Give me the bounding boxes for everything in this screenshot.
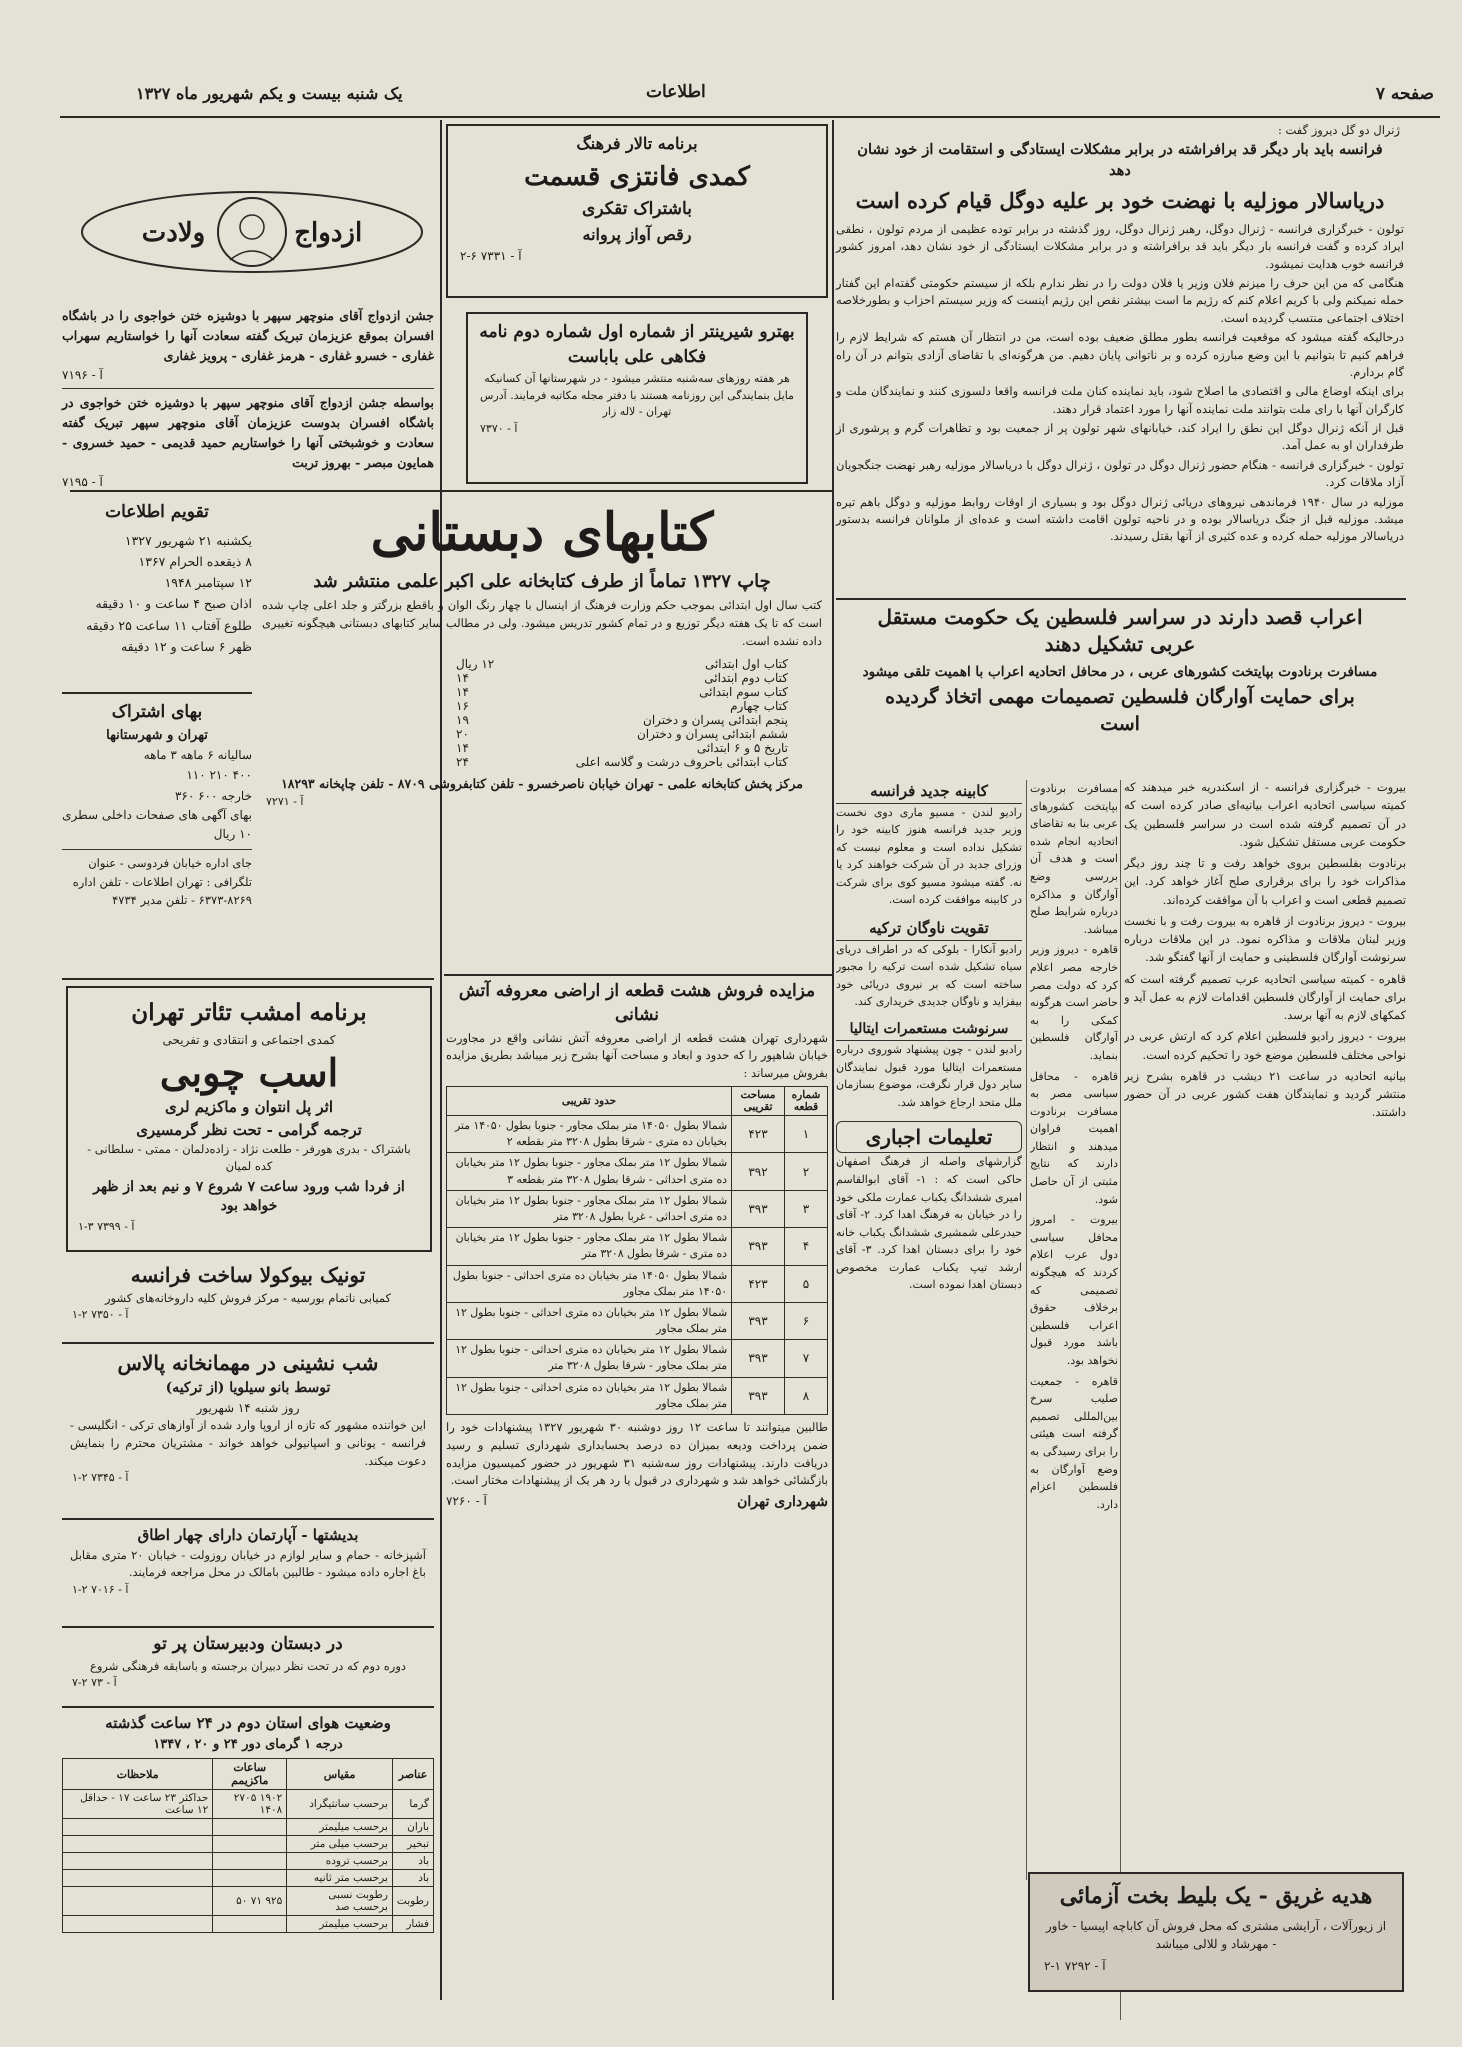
palace-ad xyxy=(62,1348,434,1516)
article-paragraph: تولون - خبرگزاری فرانسه - هنگام حضور ژنرال دوگل در تولون ، ژنرال دوگل با دریاسالار موزلیه رهبر نهضت جنگجویان آزاد ملاقات کرد. xyxy=(836,457,1404,490)
wedding-title: ازدواج ولادت xyxy=(141,218,363,248)
calendar-line: ۱۲ سپتامبر ۱۹۴۸ xyxy=(164,575,252,590)
theatre-note: از فردا شب ورود ساعت ۷ شروع ۷ و نیم بعد از ظهر خواهد بود xyxy=(93,1178,405,1215)
paper-name: اطلاعات xyxy=(646,82,706,102)
calendar-line: یکشنبه ۲۱ شهریور ۱۳۲۷ xyxy=(124,532,252,548)
program-dance: رقص آواز پروانه xyxy=(582,224,692,244)
education-headline: تعلیمات اجباری xyxy=(836,1121,1022,1153)
ad-rate: بهای آگهی های صفحات داخلی سطری ۱۰ ریال xyxy=(62,808,252,842)
auction-intro: شهرداری تهران هشت قطعه از اراضی معروفه آتش نشانی واقع در مجاورت خیابان شاهپور را که حدود و ابعاد و مساحت آنها بشرح زیر میباشد بطریق مزایده بفروش میرساند : xyxy=(446,1030,828,1081)
school-text: دوره دوم که در تحت نظر دبیران برجسته و باسابقه فرهنگی شروع xyxy=(89,1658,407,1673)
school-title: در دبستان ودبیرستان پر تو xyxy=(153,1634,343,1654)
apartment-ad xyxy=(62,1524,434,1624)
subscription-title: بهای اشتراک xyxy=(111,702,203,722)
arab-paragraph: بیروت - خبرگزاری فرانسه - از اسکندریه خبر میدهند که کمیته سیاسی اتحادیه اعراب بیانیه‌ای صادر کرده است که در آن تصمیم گرفته شده است در سراسر فلسطین یک حکومت عربی مستقل تشکیل شود. xyxy=(1124,780,1406,849)
auction-title: مزایده فروش هشت قطعه از اراضی معروفه آتش نشانی xyxy=(458,981,816,1025)
auction-row: ۱ ۴۲۳ شمالا بطول ۱۴۰۵۰ متر بملک مجاور - جنوبا بطول ۱۴۰۵۰ متر بخیابان ده متری - شرقا بطول ۳۲۰۸ متر بقطعه ۲ xyxy=(447,1116,828,1153)
wedding-notice: بواسطه جشن ازدواج آقای منوچهر سپهر با دوشیزه ختن خواجوی در باشگاه افسران بدوست عزیزمان آقای منوچهر سپهر تبریک گفته سعادت و خوشبختی آنها را خواستاریم حمید قدیمی - حمید خسروی - همایون مبصر - بهروز تربت xyxy=(62,395,434,470)
auction-row: ۶ ۳۹۳ شمالا بطول ۱۲ متر بخیابان ده متری احداثی - جنوبا بطول ۱۲ متر بملک مجاور xyxy=(447,1302,828,1339)
arab-headline: اعراب قصد دارند در سراسر فلسطین یک حکومت مستقل عربی تشکیل دهند xyxy=(877,605,1363,656)
article-paragraph: درحالیکه گفته میشود که موقعیت فرانسه بطور مطلق ضعیف بوده است، من در انتظار آن هستم که شرایط لازم را فراهم کنیم تا بتوانیم با این وضع مبارزه کرده و بر ناتوانی پایان دهیم. من هرگونه‌ای با تقاضای آزادی بتوانم در آن راه گام بردارم. xyxy=(836,330,1404,379)
weather-table xyxy=(62,1758,434,1933)
book-row: تاریخ ۵ و ۶ ابتدائی ۱۴ xyxy=(456,740,788,755)
article-paragraph: برای اینکه اوضاع مالی و اقتصادی ما اصلاح شود، باید نماینده کنان ملت فرانسه واقعا دلسوزی کنند و نمایندگان ملت و کارگران آنها با رای ملت بتوانند ملت نماینده آنها را مورد اعتماد قرار دهند. xyxy=(836,384,1404,416)
column-rule-inner xyxy=(1026,780,1027,1880)
palace-subtitle: توسط بانو سیلویا (از ترکیه) xyxy=(165,1380,331,1396)
article-intro: ژنرال دو گل دیروز گفت : xyxy=(1277,123,1400,137)
column-rule-1 xyxy=(832,120,834,2000)
tonic-ref: آ - ۷۳۵۰ ۲-۱ xyxy=(72,1308,129,1322)
books-price-list xyxy=(256,653,828,771)
lottery-title: هدیه غریق - یک بلیط بخت آزمائی xyxy=(1059,1883,1373,1909)
wedding-notice: جشن ازدواج آقای منوچهر سپهر با دوشیزه ختن خواجوی را در باشگاه افسران بموقع عزیزمان تبریک گفته سعادت آنها را خواستاریم سهراب غفاری - خسرو غفاری - هرمز غفاری - پرویز غفاری xyxy=(62,308,434,363)
auction-row: ۲ ۳۹۲ شمالا بطول ۱۲ متر بملک مجاور - جنوبا بطول ۱۲ متر بخیابان ده متری احداثی - شرقا بطول ۳۲۰۸ متر بقطعه ۳ xyxy=(447,1153,828,1190)
weather-row: باد برحسب تروده xyxy=(63,1853,434,1870)
auction-row: ۳ ۳۹۳ شمالا بطول ۱۲ متر بملک مجاور - جنوبا بطول ۱۲ متر بخیابان ده متری احداثی - غربا بطول ۳۲۰۸ متر xyxy=(447,1190,828,1227)
italy-body: رادیو لندن - چون پیشنهاد شوروی درباره مستعمرات ایتالیا مورد قبول نمایندگان سایر دول قرار نگرفت، موضوع بسازمان ملل متحد ارجاع خواهد شد. xyxy=(836,1042,1022,1109)
theatre-author: اثر پل انتوان و ماکزیم لری xyxy=(164,1098,334,1116)
books-subtitle: چاپ ۱۳۲۷ تماماً از طرف کتابخانه علی اکبر علمی منتشر شد xyxy=(313,571,771,593)
page-number: صفحه ۷ xyxy=(1375,84,1434,104)
auction-footer xyxy=(446,1494,828,1510)
news-briefs xyxy=(836,780,1022,1860)
article-paragraph: هنگامی که من این حرف را میزنم فلان وزیر یا فلان دولت را در نظر ندارم بلکه از سیستم حکومتی گفته‌ام این گفتار حمله نمیکنم ولی با کریم اعلام کنم که رژیم ما است بیشتر نقص این رژیم اینست که وزیر سیستم احزاب و بطورخلاصه اختلاف اجتماعی منتسب گردیده است. xyxy=(836,275,1404,325)
arab-paragraph: قاهره - کمیته سیاسی اتحادیه عرب تصمیم گرفته است که برای حمایت از آوارگان فلسطین اقدامات لازم به عمل آید و کمکهای لازم به آنها برسد. xyxy=(1124,971,1406,1022)
books-title: کتابهای دبستانی xyxy=(370,502,714,563)
italy-headline: سرنوشت مستعمرات ایتالیا xyxy=(836,1019,1022,1041)
subscription-box xyxy=(62,700,252,970)
calendar-line: اذان صبح ۴ ساعت و ۱۰ دقیقه xyxy=(95,596,252,612)
apartment-ref: آ - ۷۰۱۶ ۲-۱ xyxy=(72,1583,129,1597)
weather-title: وضعیت هوای استان دوم در ۲۴ ساعت گذشته xyxy=(105,1714,391,1732)
arab-paragraph: بیانیه اتحادیه در ساعت ۲۱ دیشب در قاهره بشرح زیر منتشر گردید و نمایندگان هفت کشور عربی در آن حضور داشتند. xyxy=(1124,1068,1406,1120)
weather-row: باران برحسب میلیمتر xyxy=(63,1819,434,1836)
arab-column-rule xyxy=(1120,780,1121,2020)
calendar-lines xyxy=(62,530,252,658)
calendar-line: ۸ ذیقعده الحرام ۱۳۶۷ xyxy=(138,553,252,569)
article-paragraph: قبل از آنکه ژنرال دوگل این نطق را ایراد کند، خیابانهای شهر تولون پر از جمعیت بود و تظاهرات گرم و پرشوری از طرفداران او به عمل آمد. xyxy=(836,421,1404,453)
book-row: پنجم ابتدائی پسران و دختران ۱۹ xyxy=(456,712,788,727)
article-paragraph: تولون - خبرگزاری فرانسه - ژنرال دوگل، رهبر ژنرال دوگل، روز گذشته در برابر توده عظیمی از مردم تولون ، نطقی ایراد کرده و گفت فرانسه بار دیگر باید قد برافراشته و در برابر مشکلات ایستادگی از خود نشان دهد، امروز کشور فرانسه خوب هدایت نمیشود. xyxy=(836,221,1404,271)
article-body xyxy=(836,221,1404,546)
book-row: ششم ابتدائی پسران و دختران ۲۰ xyxy=(456,726,788,741)
books-footer: مرکز پخش کتابخانه علمی - تهران خیابان ناصرخسرو - تلفن کتابفروشی ۸۷۰۹ - تلفن چاپخانه ۱۸۲۹۳ xyxy=(281,775,803,791)
issue-date: یک شنبه بیست و یکم شهریور ماه ۱۳۲۷ xyxy=(136,84,403,103)
weather-row: فشار برحسب میلیمتر xyxy=(63,1916,434,1933)
turkey-body: رادیو آنکارا - بلوکی که در اطراف دریای سیاه تشکیل شده است ترکیه را مجبور ساخته است که بر نیروی دریائی خود بیفزاید و ناوگان جدیدی خریداری کند. xyxy=(836,942,1022,1009)
lottery-ref: آ - ۷۲۹۲ ۱-۲ xyxy=(1044,1959,1106,1973)
arab-head2: برای حمایت آوارگان فلسطین تصمیمات مهمی اتخاذ گردیده است xyxy=(885,686,1355,735)
section-rule xyxy=(444,974,832,976)
lottery-ad xyxy=(1028,1872,1404,1992)
program-cast: باشتراک تقکری xyxy=(582,199,692,219)
arab-paragraph: برنادوت بفلسطین بروی خواهد رفت و تا چند روز دیگر مذاکرات خود را برای برقراری صلح آغاز خواهد کرد. این تصمیم قطعی است و اعراب با آن موافقت کرده‌اند. xyxy=(1124,856,1406,907)
lottery-text: از زیورآلات ، آرایشی مشتری که محل فروش آن کاباچه اپیسیا - خاور - مهرشاد و للالی میباشد xyxy=(1045,1919,1387,1951)
arab-paragraph: قاهره - جمعیت صلیب سرخ بین‌المللی تصمیم گرفته است هیئتی را برای رسیدگی به وضع آوارگان به فلسطین اعزام دارد. xyxy=(1030,1374,1118,1511)
page-header xyxy=(26,82,1434,110)
school-ref: آ - ۷۳ ۲-۷ xyxy=(72,1675,117,1689)
magazine-headline: بهترو شیرینتر از شماره اول شماره دوم نامه فکاهی علی باباست xyxy=(479,322,795,367)
apartment-text: آشپزخانه - حمام و سایر لوازم در خیابان روزولت - خیابان ۲۰ متری مقابل باغ اجاره داده میشود - طالبین بامالک در محل مراجعه فرمایند. xyxy=(70,1547,426,1580)
weather-header-row: عناصر مقیاس ساعات ماکزیمم ملاحظات xyxy=(63,1759,434,1790)
program-ad xyxy=(446,124,828,298)
program-ref: آ - ۷۳۳۱ ۶-۲ xyxy=(460,248,522,263)
calendar-box xyxy=(62,500,252,688)
office-address: جای اداره خیابان فردوسی - عنوان تلگرافی : تهران اطلاعات - تلفن اداره ۸۲۶۹-۶۳۷۳ - تلفن مدیر ۴۷۳۴ xyxy=(72,855,252,908)
school-ad xyxy=(62,1632,434,1704)
wedding-notices xyxy=(62,306,434,491)
book-row: کتاب ابتدائی باحروف درشت و گلاسه اعلی ۲۴ xyxy=(456,754,788,769)
arab-paragraph: مسافرت برنادوت بپایتخت کشورهای عربی بنا به تقاضای اتحادیه انجام شده است و هدف آن بررسی وضع آوارگان و مذاکره درباره شرایط صلح میباشد. xyxy=(1030,782,1118,936)
arab-column-b xyxy=(1030,780,1118,1820)
wedding-banner xyxy=(70,172,434,292)
theatre-ref: آ - ۷۳۹۹ ۳-۱ xyxy=(78,1219,135,1233)
arab-paragraph: بیروت - دیروز برنادوت از قاهره به بیروت رفت و با نخست وزیر لبنان ملاقات و مذاکره نمود. در این ملاقات درباره سرنوشت آوارگان فلسطینی و حمایت از آنها گفتگو شد. xyxy=(1124,913,1406,965)
magazine-ref: آ - ۷۳۷۰ xyxy=(480,421,518,435)
weather-date: درجه ۱ گرمای دور ۲۴ و ۲۰ ، ۱۳۴۷ xyxy=(153,1736,343,1752)
section-rule xyxy=(62,978,434,980)
theatre-translator: ترجمه گرامی - تحت نظر گرمسیری xyxy=(136,1120,362,1139)
auction-table xyxy=(446,1086,828,1415)
auction-row: ۷ ۳۹۳ شمالا بطول ۱۲ متر بخیابان ده متری احداثی - جنوبا بطول ۱۲ متر بملک مجاور - شرقا بطول ۳۲۰۸ متر xyxy=(447,1340,828,1377)
wedding-ref: آ - ۷۱۹۶ xyxy=(62,368,103,382)
program-show: کمدی فانتزی قسمت xyxy=(524,162,750,192)
subscription-row: خارجه ۶۰۰ ۳۶۰ xyxy=(174,788,252,803)
calendar-title: تقویم اطلاعات xyxy=(105,502,209,522)
apartment-title: بدیشتها - آپارتمان دارای چهار اطاق xyxy=(137,1526,359,1544)
calendar-line: طلوع آفتاب ۱۱ ساعت ۲۵ دقیقه xyxy=(86,617,252,633)
auction-row: ۵ ۴۲۳ شمالا بطول ۱۴۰۵۰ متر بخیابان ده متری احداثی - جنوبا بطول ۱۴۰۵۰ متر بملک مجاور xyxy=(447,1265,828,1302)
turkey-headline: تقویت ناوگان ترکیه xyxy=(836,917,1022,941)
magazine-ad xyxy=(466,312,808,484)
auction-signature: شهرداری تهران xyxy=(737,1494,828,1511)
education-body: گزارشهای واصله از فرهنگ اصفهان حاکی است که : ۱- آقای ابوالقاسم امیری ششدانگ یکباب عمارت ملکی خود را در خیابان به فرهنگ اهدا کرد. ۲- آقای حیدرعلی شمشیری ششدانگ یکباب خانه خود را برای دبستان اهدا کرد. ۳- آقای ارشد تیپ یکباب عمارت مخصوص دبستان اهدا نموده است. xyxy=(836,1155,1022,1292)
books-description: کتب سال اول ابتدائی بموجب حکم وزارت فرهنگ از اینسال با چهار رنگ الوان و باقطع بزرگتر و جلد اعلی چاپ شده است که تا یک هفته دیگر توزیع و در تمام کشور تدریس میشود. ولی در مطالب سایر کتابهای دبستانی هیچگونه تغییری داده نشده است. xyxy=(262,598,822,649)
auction-row: ۴ ۳۹۳ شمالا بطول ۱۲ متر بملک مجاور - جنوبا بطول ۱۲ متر بخیابان ده متری - شرقا بطول ۳۲۰۸ متر xyxy=(447,1228,828,1265)
auction-terms: طالبین میتوانند تا ساعت ۱۲ روز دوشنبه ۳۰ شهریور ۱۳۲۷ پیشنهادات خود را ضمن پرداخت ودیعه بمیزان ده درصد بحسابداری شهرداری تسلیم و رسید دریافت دارند. پیشنهادات روز سه‌شنبه ۳۱ شهریور در حضور کمیسیون مزایده بازگشائی خواهد شد و شهرداری در قبول یا رد هر یک از پیشنهادات مختار است. xyxy=(446,1420,828,1488)
section-rule xyxy=(62,692,252,694)
palace-date: روز شنبه ۱۴ شهریور xyxy=(196,1401,300,1415)
section-rule xyxy=(62,1342,434,1344)
book-row: کتاب دوم ابتدائی ۱۴ xyxy=(456,670,788,685)
tonic-text: کمیابی ناتمام بورسیه - مرکز فروش کلیه داروخانه‌های کشور xyxy=(104,1291,392,1305)
books-ref: آ - ۷۲۷۱ xyxy=(266,794,304,808)
theatre-subtitle: کمدی اجتماعی و انتقادی و تفریحی xyxy=(162,1032,336,1047)
arab-paragraph: بیروت - دیروز رادیو فلسطین اعلام کرد که ارتش عربی در نواحی مختلف فلسطین موضع خود را تحکیم کرده است. xyxy=(1124,1029,1406,1062)
books-ad xyxy=(256,494,828,972)
article-paragraph: موزلیه در سال ۱۹۴۰ فرماندهی نیروهای دریائی ژنرال دوگل بود و بسیاری از اوقات روابط موزلیه و دوگل باهم تیره میشد. موزلیه قبل از جنگ دریاسالار بوده و در ناحیه تولون اقامت داشته است و عده‌ای از ملوانان فرانسه بدستور دریاسالار موزلیه حمله کرده و عده کثیری از آنها بقتل رسیدند. xyxy=(836,494,1404,544)
wedding-ref: آ - ۷۱۹۵ xyxy=(62,475,103,489)
subscription-subtitle: تهران و شهرستانها xyxy=(106,727,208,743)
cabinet-body: رادیو لندن - مسیو ماری دوی نخست وزیر جدید فرانسه هنوز کابینه خود را تشکیل نداده است و معلوم نیست که وزرای جدید در آن شرکت خواهند کرد یا نه. گفته میشود مسیو کوی برای شرکت در کابینه موافقت کرده است. xyxy=(836,805,1022,907)
program-title: برنامه تالار فرهنگ xyxy=(576,134,698,153)
column-rule-2 xyxy=(440,120,442,2000)
arab-article-head xyxy=(836,604,1404,737)
weather-row: باد برحسب متر ثانیه xyxy=(63,1870,434,1887)
theatre-title: برنامه امشب تئاتر تهران xyxy=(131,999,367,1026)
theatre-cast: باشتراک - بدری هورفر - طلعت نژاد - زاده‌دلمان - ممتی - سلطانی - کده لمیان xyxy=(87,1142,411,1174)
cabinet-headline: کابینه جدید فرانسه xyxy=(836,780,1022,804)
weather-row: گرما برحسب سانتیگراد ۱۹۰۲ ۲۷۰۵ ۱۴۰۸ حداکثر ۲۳ ساعت ۱۷ - حداقل ۱۲ ساعت xyxy=(63,1790,434,1819)
tonic-title: تونیک بیوکولا ساخت فرانسه xyxy=(130,1263,366,1287)
subscription-row: سالیانه ۶ ماهه ۳ ماهه xyxy=(143,748,252,762)
arab-paragraph: قاهره - محافل سیاسی مصر به مسافرت برنادوت اهمیت فراوان میدهند و انتظار دارند که نتایج مثبتی از آن حاصل شود. xyxy=(1030,1069,1118,1206)
auction-header-row: شماره قطعه مساحت تقریبی حدود تقریبی xyxy=(447,1087,828,1116)
book-row: کتاب سوم ابتدائی ۱۴ xyxy=(456,684,788,699)
weather-row: رطوبت رطوبت نسبی برحسب صد ۹۲۵ ۷۱ ۵۰ xyxy=(63,1887,434,1916)
section-rule xyxy=(62,1626,434,1628)
tonic-ad xyxy=(62,1260,434,1340)
section-rule xyxy=(62,1518,434,1520)
section-rule xyxy=(62,1706,434,1708)
book-row: کتاب چهارم ۱۶ xyxy=(456,698,788,713)
palace-text: این خواننده مشهور که تازه از اروپا وارد شده از آوازهای ترکی - انگلیسی - فرانسه - یونانی و اسپانیولی خواهد خواند - مشتریان محترم را بنمایش دعوت میکند. xyxy=(70,1418,426,1468)
subscription-row: ۴۰۰ ۲۱۰ ۱۱۰ xyxy=(186,768,252,783)
auction-row: ۸ ۳۹۳ شمالا بطول ۱۲ متر بخیابان ده متری احداثی - جنوبا بطول ۱۲ متر بملک مجاور xyxy=(447,1377,828,1414)
article-subhead: فرانسه باید بار دیگر قد برافراشته در برابر مشکلات ایستادگی و استقامت از خود نشان دهد xyxy=(857,141,1383,180)
subscription-rates xyxy=(62,745,252,806)
theatre-ad xyxy=(66,986,432,1252)
article-headline: دریاسالار موزلیه با نهضت خود بر علیه دوگل قیام کرده است xyxy=(855,188,1385,214)
book-row: کتاب اول ابتدائی ۱۲ ریال xyxy=(456,656,788,671)
weather-report xyxy=(62,1712,434,2002)
header-rule xyxy=(60,116,1440,118)
arab-paragraph: قاهره - دیروز وزیر خارجه مصر اعلام کرد که دولت مصر حاضر است هرگونه کمکی را به آوارگان فلسطین بنماید. xyxy=(1030,943,1118,1062)
weather-row: تبخیر برحسب میلی متر xyxy=(63,1836,434,1853)
arab-paragraph: بیروت - امروز محافل سیاسی دول عرب اعلام کردند که هیچگونه تصمیمی که برخلاف حقوق اعراب فلسطین باشد مورد قبول نخواهد بود. xyxy=(1030,1213,1118,1367)
calendar-line: ظهر ۶ ساعت و ۱۲ دقیقه xyxy=(120,638,252,654)
theatre-show: اسب چوبی xyxy=(159,1049,339,1095)
dogol-article xyxy=(836,122,1404,642)
palace-ref: آ - ۷۳۴۵ ۲-۱ xyxy=(72,1471,129,1485)
auction-ref: آ - ۷۲۶۰ xyxy=(446,1494,487,1509)
magazine-body: هر هفته روزهای سه‌شنبه منتشر میشود - در شهرستانها آن کسانیکه مایل بنمایندگی این روزنامه هستند با دفتر مجله مکاتبه فرمایند. آدرس تهران - لاله زار xyxy=(480,372,794,419)
arab-subhead: مسافرت برنادوت بپایتخت کشورهای عربی ، در محافل اتحادیه اعراب با اهمیت تلقی میشود xyxy=(862,664,1378,680)
auction-notice xyxy=(446,980,828,2000)
arab-column-a xyxy=(1124,778,1406,1828)
section-rule xyxy=(836,598,1406,600)
palace-title: شب نشینی در مهمانخانه پالاس xyxy=(117,1351,379,1375)
